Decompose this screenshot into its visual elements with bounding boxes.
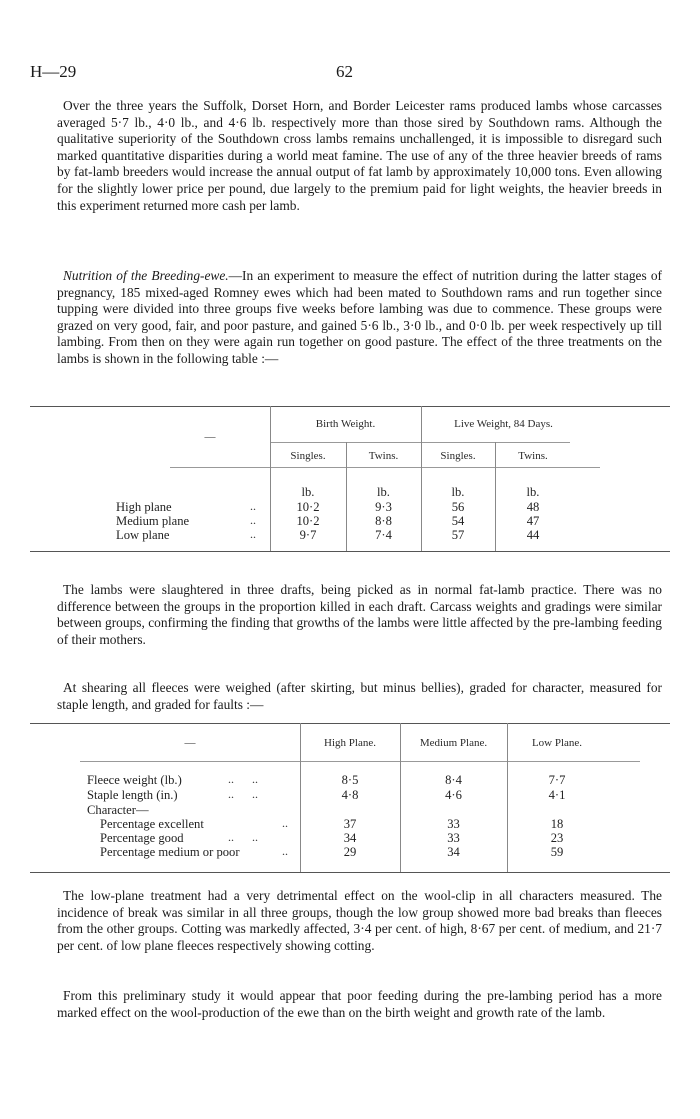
table-cell: 33 <box>447 831 460 845</box>
leader-dots: .. <box>250 513 256 527</box>
table-cell: 59 <box>550 845 564 859</box>
table-cell: 9·3 <box>375 500 392 514</box>
row-label: Character— <box>87 803 149 817</box>
paragraph-text: From this preliminary study it would appear that poor feeding during the pre-lambing period has a more marked effect on the wool-production of the ewe than on the birth weight and growth rate of the lamb. <box>57 988 662 1020</box>
paragraph-text <box>57 268 662 368</box>
leader-dots: .. <box>250 499 256 513</box>
table-cell: 7·7 <box>548 773 566 787</box>
table-cell: 8·5 <box>341 773 359 787</box>
paragraph-ram-breeds <box>57 98 662 214</box>
table-cell: 48 <box>526 500 540 514</box>
paragraph-text: The low-plane treatment had a very detrimental effect on the wool-clip in all characters measured. The incidence of break was similar in all three groups, though the low group showed more bad breaks than fleeces from the other groups. Cotting was markedly affected, 3·4 per cent. of high, 8·67 per cent. of medium, and 21·7 per cent. of low plane fleeces respectively showing cotting. <box>57 888 662 953</box>
stub-header: — <box>204 431 216 443</box>
column-header: Low Plane. <box>531 737 583 749</box>
table-cell: 33 <box>447 817 460 831</box>
table-cell: 4·1 <box>548 788 566 802</box>
paragraph-text: The lambs were slaughtered in three drafts, being picked as in normal fat-lamb practice. There was no difference between the groups in the proportion killed in each draft. Carcass weights and gradings were similar between groups, confirming the finding that growths of the lambs were little affected by the pre-lambing feeding of their mothers. <box>57 582 662 647</box>
page-number: 62 <box>336 62 353 81</box>
row-label: Percentage excellent <box>100 817 204 831</box>
leader-dots: .. <box>282 816 288 830</box>
paragraph-slaughter <box>57 582 662 648</box>
row-label: Percentage good <box>100 831 184 845</box>
table-cell: 9·7 <box>299 528 317 542</box>
leader-dots: .. .. <box>228 772 258 786</box>
column-header: Singles. <box>290 450 326 462</box>
column-header: Twins. <box>368 450 399 462</box>
paragraph-conclusion <box>57 988 662 1021</box>
unit-label: lb. <box>451 485 465 499</box>
document-code: H—29 <box>30 62 77 81</box>
table-cell: 4·8 <box>341 788 359 802</box>
table-cell: 37 <box>343 817 357 831</box>
unit-label: lb. <box>301 485 315 499</box>
section-heading: Nutrition of the Breeding-ewe. <box>63 268 229 283</box>
leader-dots: .. <box>250 527 256 541</box>
table-cell: 4·6 <box>445 788 462 802</box>
table-cell: 10·2 <box>296 500 320 514</box>
row-label: High plane <box>116 500 172 514</box>
table-cell: 57 <box>451 528 465 542</box>
row-label: Fleece weight (lb.) <box>87 773 182 787</box>
leader-dots: .. .. <box>228 787 258 801</box>
table-cell: 7·4 <box>375 528 392 542</box>
table-cell: 29 <box>343 845 357 859</box>
unit-label: lb. <box>377 485 390 499</box>
table-cell: 8·4 <box>445 773 462 787</box>
column-header: Singles. <box>440 450 476 462</box>
column-header: High Plane. <box>324 737 376 749</box>
table-cell: 18 <box>550 817 564 831</box>
table-cell: 34 <box>343 831 357 845</box>
table-cell: 56 <box>451 500 465 514</box>
unit-label: lb. <box>526 485 540 499</box>
table-cell: 54 <box>451 514 465 528</box>
row-label: Staple length (in.) <box>87 788 178 802</box>
paragraph-low-plane <box>57 888 662 954</box>
paragraph-text: Over the three years the Suffolk, Dorset Horn, and Border Leicester rams produced lambs whose carcasses averaged 5·7 lb., 4·0 lb., and 4·6 lb. respectively more than those sired by Southdown rams. Although the qualitative superiority of the Southdown cross lambs remains unchallenged, it is impossible to disregard such marked quantitative disparities during a world meat famine. The use of any of the three heavier breeds of rams by fat-lamb breeders would increase the annual output of fat lamb by approximately 10,000 tons. Even allowing for the slightly lower price per pound, due largely to the premium paid for light weights, the heavier breeds in this experiment returned more cash per lamb. <box>57 98 662 213</box>
column-group-header: Birth Weight. <box>315 418 376 430</box>
table-cell: 23 <box>550 831 564 845</box>
table-cell: 8·8 <box>375 514 392 528</box>
table-cell: 47 <box>526 514 540 528</box>
row-label: Medium plane <box>116 514 190 528</box>
paragraph-body: —In an experiment to measure the effect of nutrition during the latter stages of pregnancy, 185 mixed-aged Romney ewes which had been mated to Southdown rams and run together since tupping were divided into three groups five weeks before lambing was due to commence. These groups were grazed on very good, fair, and poor pasture, and gained 5·6 lb., 3·0 lb., and 0·0 lb. per week respectively up till lambing. From then on they were again run together on good pasture. The effect of the three treatments on the lambs is shown in the following table :— <box>57 268 663 366</box>
column-header: Twins. <box>518 450 548 462</box>
paragraph-shearing <box>57 680 662 713</box>
table-cell: 34 <box>447 845 460 859</box>
leader-dots: .. <box>282 844 288 858</box>
row-label: Low plane <box>116 528 170 542</box>
paragraph-nutrition <box>57 268 662 368</box>
stub-header: — <box>184 737 196 749</box>
column-header: Medium Plane. <box>419 737 488 749</box>
row-label: Percentage medium or poor <box>100 845 240 859</box>
paragraph-text: At shearing all fleeces were weighed (after skirting, but minus bellies), graded for character, measured for staple length, and graded for faults :— <box>57 680 662 712</box>
table-cell: 44 <box>526 528 540 542</box>
table-cell: 10·2 <box>296 514 320 528</box>
column-group-header: Live Weight, 84 Days. <box>454 418 553 430</box>
leader-dots: .. .. <box>228 830 258 844</box>
